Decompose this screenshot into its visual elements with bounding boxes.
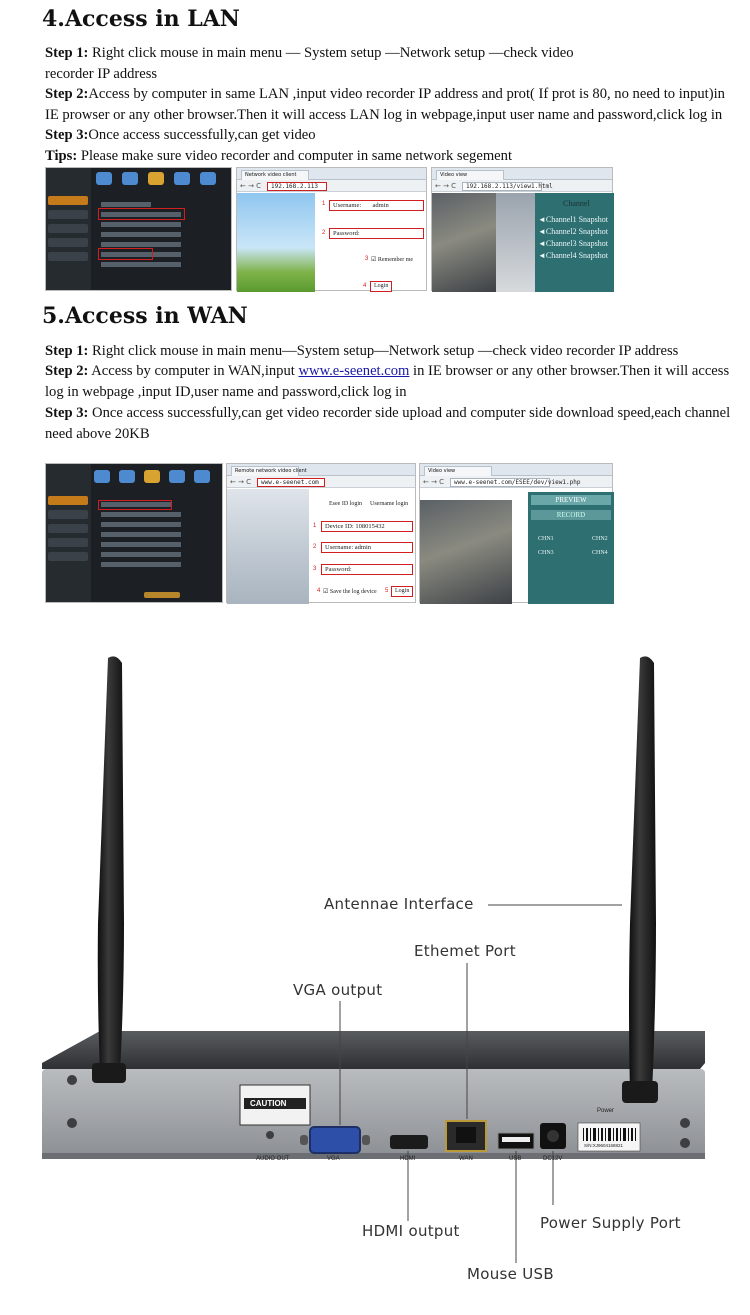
video-background [496,193,535,292]
lan-video-view-screenshot [431,167,613,291]
wan-step2-text-a: Access by computer in WAN,input [88,363,299,379]
vga-output-callout: VGA output [293,981,383,999]
dvr-sidebar [46,168,91,290]
wan-camera-feed [420,500,512,604]
lan-step2-label: Step 2: [45,86,89,102]
screw-icon [67,1118,77,1128]
wan-title-text: Access in WAN [64,303,248,329]
browser-nav-icons: ← → C [230,478,252,486]
browser-tab: Video view [424,466,492,476]
lan-step1-text-a: Right click mouse in main menu — System setup —Network setup —check video [88,45,574,61]
dvr-sidebar-item [48,224,88,233]
wan-step3 [45,403,735,444]
dvr-sidebar-item [48,524,88,533]
password-label: Password: [333,230,360,237]
dvr-ok-button [144,592,180,598]
browser-url: www.e-seenet.com/ESEE/dev/view1.php [450,478,550,487]
dvr-tab-icon [119,470,135,483]
nvr-rear-panel-illustration [0,623,750,1310]
chn-item[interactable]: CHN4 [592,550,608,556]
city-image [227,489,309,604]
wan-step-number-3: 3 [313,566,317,572]
wan-step-number-4: 4 [317,588,321,594]
wan-step3-text-a: Once access successfully,can get video recorder side upload and computer side download speed,each channel [88,405,731,421]
dvr-form-row [101,522,181,527]
device-id-label: Device ID: [325,523,354,530]
dvr-form-row [101,562,181,567]
wan-label: WAN [459,1156,473,1162]
browser-url: 192.168.2.113/view1.html [462,182,542,191]
lan-title-text: Access in LAN [64,6,240,32]
dvr-tab-icon [200,172,216,185]
lan-step2 [45,84,735,125]
wan-step2-label: Step 2: [45,363,89,379]
channel-item[interactable]: ◄Channel2 Snapshot [538,227,608,236]
dvr-form-row [101,512,181,517]
channel-item[interactable]: ◄Channel4 Snapshot [538,251,608,260]
username-login-tab[interactable]: Username login [370,501,409,507]
screw-icon [680,1138,690,1148]
wan-step3-text-b: need above 20KB [45,425,150,442]
browser-tabbar [432,168,612,180]
dvr-form-row [101,552,181,557]
wan-step-number-5: 5 [385,588,389,594]
username-label: Username: [333,202,362,209]
wan-step1-label: Step 1: [45,343,89,359]
esee-id-login-tab[interactable]: Esee ID login [329,501,362,507]
browser-url: www.e-seenet.com [257,478,325,487]
save-device: ☑ Save the log device [323,589,377,595]
power-supply-callout: Power Supply Port [540,1214,681,1232]
dvr-sidebar [46,464,91,602]
left-antenna-icon [98,656,124,1073]
ethernet-port-callout: Ethemet Port [414,942,516,960]
dvr-sidebar-item [48,252,88,261]
chn-item[interactable]: CHN1 [538,536,554,542]
lan-step2-text-a: Access by computer in same LAN ,input video recorder IP address and prot( If prot is 80, no need to input)in [88,86,725,102]
record-button[interactable]: RECORD [531,510,611,520]
nvr-top-surface [42,1031,705,1069]
wan-step3-label: Step 3: [45,405,89,421]
screw-icon [680,1118,690,1128]
dvr-sidebar-item [48,210,88,219]
screw-icon [67,1075,77,1085]
browser-address-bar [237,180,426,192]
audio-out-label: AUDIO OUT [256,1156,290,1162]
dvr-sidebar-item [48,510,88,519]
vga-label: VGA [327,1156,340,1162]
channel-label: Channel4 Snapshot [545,251,608,260]
wan-section-number: 5. [42,303,65,329]
dvr-tab-icon [122,172,138,185]
eseenet-link[interactable]: www.e-seenet.com [298,363,410,379]
serial-number: S/N:XJ9604168821 [584,1143,624,1148]
wan-step2 [45,361,735,402]
channel-label: Channel1 Snapshot [545,215,608,224]
wan-username-value: admin [354,544,372,551]
dvr-tab-icon [194,470,210,483]
device-id-field [321,521,413,532]
dvr-sidebar-item [48,538,88,547]
lan-step3 [45,125,735,146]
password-field [329,228,424,239]
dvr-tab-icon [96,172,112,185]
chn-item[interactable]: CHN2 [592,536,608,542]
username-value: admin [372,202,389,209]
dvr-form-row [101,202,151,207]
lan-step1 [45,43,735,84]
lan-step3-text: Once access successfully,can get video [88,127,316,143]
wan-step-number-1: 1 [313,523,317,529]
remember-me: ☑ Remember me [371,257,414,263]
channel-panel-title: Channel [563,199,590,208]
device-id-value: 108015432 [355,523,385,530]
wan-step1 [45,341,735,362]
dc-label: DC12V [543,1156,563,1162]
lan-browser-login-screenshot [236,167,427,291]
lan-tips-label: Tips: [45,148,78,164]
wan-video-view-screenshot [419,463,613,603]
lan-step1-label: Step 1: [45,45,89,61]
dvr-form-row [101,222,181,227]
lan-dvr-network-screenshot [45,167,232,291]
antennae-interface-callout: Antennae Interface [324,895,474,913]
lan-step3-label: Step 3: [45,127,89,143]
lan-tips-text: Please make sure video recorder and computer in same network segement [77,148,512,164]
channel-item[interactable]: ◄Channel1 Snapshot [538,215,608,224]
browser-nav-icons: ← → C [240,182,262,190]
wan-step1-text: Right click mouse in main menu—System setup—Network setup —check video recorder IP address [88,343,679,359]
browser-tabbar [227,464,415,476]
hdmi-port-icon [390,1135,428,1149]
dvr-sidebar-item [48,238,88,247]
wan-step2-text-b: in IE browser or any other browser.Then it will access [409,363,730,379]
save-device-text: Save the log device [329,589,377,595]
dvr-tab-icon [174,172,190,185]
dvr-tab-icon [148,172,164,185]
lan-tips [45,146,735,167]
nvr-bottom-edge [42,1153,705,1159]
dvr-cloud-highlight [98,500,172,510]
channel-item[interactable]: ◄Channel3 Snapshot [538,239,608,248]
chn-item[interactable]: CHN3 [538,550,554,556]
browser-tab: Video view [436,170,504,180]
vga-port-icon [310,1127,360,1153]
lan-step2-text-b: IE prowser or any other browser.Then it will access LAN log in webpage,input user name and password,click log in [45,106,723,123]
browser-tabbar [237,168,426,180]
username-field [329,200,424,211]
browser-address-bar [420,476,612,488]
dvr-sidebar-item [48,552,88,561]
channel-panel [535,193,614,292]
wan-dvr-network-screenshot [45,463,223,603]
browser-nav-icons: ← → C [423,478,445,486]
right-antenna-icon [629,656,656,1093]
login-button: Login [370,281,392,292]
lan-section-title [42,6,240,32]
dvr-sidebar-item [48,496,88,505]
wan-step2-text-c: log in webpage ,input ID,user name and password,click log in [45,383,407,400]
wan-password-field [321,564,413,575]
preview-button[interactable]: PREVIEW [531,495,611,505]
channel-label: Channel3 Snapshot [545,239,608,248]
wan-step-number-2: 2 [313,544,317,550]
dvr-tab-icon [144,470,160,483]
dvr-ip-highlight [98,208,185,220]
dvr-tab-icon [94,470,110,483]
caution-label: CAUTION [250,1099,287,1108]
dvr-form-row [101,542,181,547]
dvr-port-highlight [98,248,153,260]
wan-login-button: Login [391,586,413,597]
mouse-usb-callout: Mouse USB [467,1265,554,1283]
audio-out-jack-icon [266,1131,274,1139]
lan-step-number-4: 4 [363,283,367,289]
usb-label: USB [509,1156,522,1162]
remember-me-text: Remember me [377,257,414,263]
hdmi-label: HDMI [400,1156,416,1162]
browser-tab: Network video client [241,170,309,180]
wan-username-field [321,542,413,553]
browser-address-bar [432,180,612,192]
lan-step-number-1: 1 [322,201,326,207]
channel-label: Channel2 Snapshot [545,227,608,236]
dvr-form-row [101,232,181,237]
landscape-image [237,193,315,292]
wan-password-label: Password: [325,566,352,573]
wan-username-label: Username: [325,544,354,551]
dvr-sidebar-item [48,196,88,205]
browser-address-bar [227,476,415,488]
dvr-form-row [101,532,181,537]
browser-tabbar [420,464,612,476]
camera-feed [432,193,496,292]
dvr-form-row [101,242,181,247]
nvr-product-diagram [0,623,750,1310]
wan-section-title [42,303,248,329]
power-label: Power [597,1108,615,1114]
hdmi-output-callout: HDMI output [362,1222,460,1240]
browser-tab: Remote network video client [231,466,299,476]
lan-step-number-2: 2 [322,230,326,236]
dvr-form-row [101,262,181,267]
lan-step-number-3: 3 [365,256,369,262]
browser-nav-icons: ← → C [435,182,457,190]
lan-step1-text-b: recorder IP address [45,65,158,82]
wan-channel-panel [528,492,614,604]
browser-url: 192.168.2.113 [267,182,327,191]
lan-section-number: 4. [42,6,65,32]
dvr-tab-icon [169,470,185,483]
wan-browser-login-screenshot [226,463,416,603]
